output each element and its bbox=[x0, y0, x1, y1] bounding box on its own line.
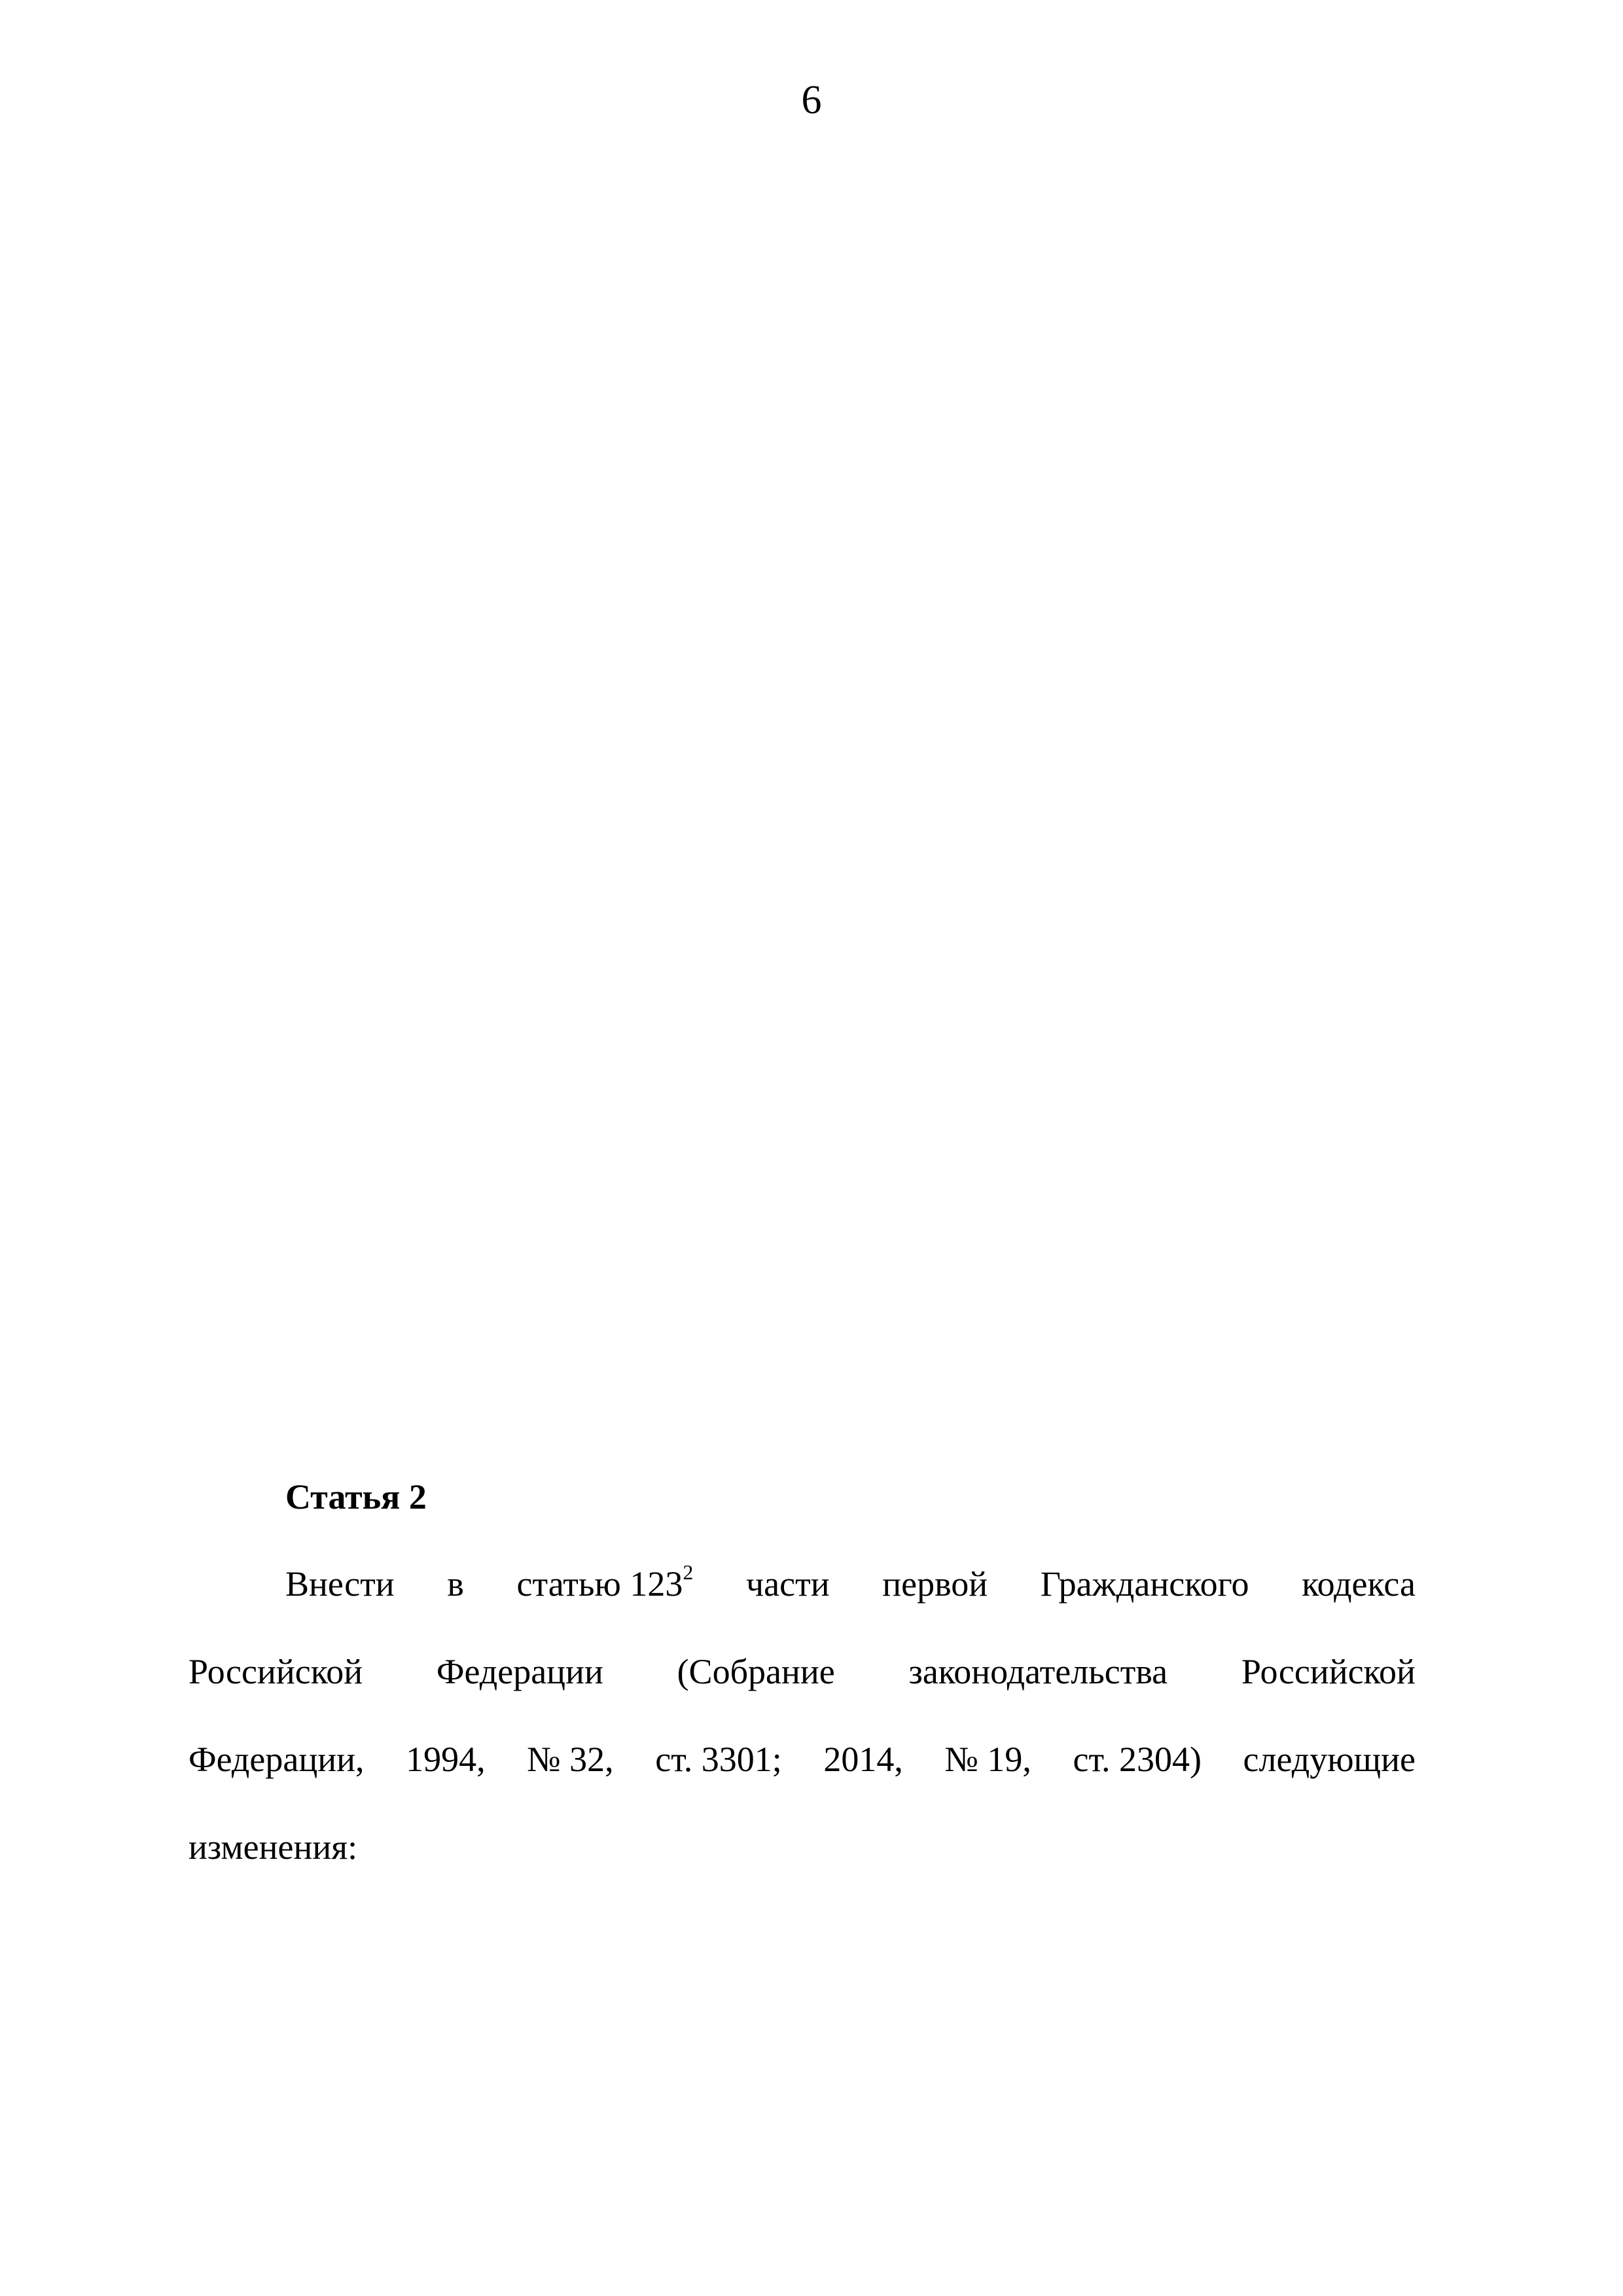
word: Внести bbox=[285, 1564, 395, 1604]
word: 1994, bbox=[406, 1740, 486, 1779]
paragraph-line bbox=[285, 1561, 1416, 1607]
paragraph-line bbox=[188, 1824, 1416, 1870]
word: законодательства bbox=[908, 1652, 1168, 1691]
word: ст. 2304) bbox=[1073, 1740, 1202, 1779]
word: № 32, bbox=[527, 1740, 614, 1779]
page-number: 6 bbox=[801, 78, 822, 122]
word: в bbox=[447, 1564, 464, 1604]
word: ст. 3301; bbox=[655, 1740, 782, 1779]
word: части bbox=[746, 1564, 830, 1604]
word: (Собрание bbox=[677, 1652, 835, 1691]
word: Российской bbox=[1241, 1652, 1416, 1691]
word: Российской bbox=[188, 1652, 363, 1691]
word: 2014, bbox=[823, 1740, 903, 1779]
word: Федерации bbox=[436, 1652, 603, 1691]
article-heading: Статья 2 bbox=[285, 1477, 427, 1516]
word: следующие bbox=[1243, 1740, 1416, 1779]
word: изменения: bbox=[188, 1827, 358, 1867]
superscript: 2 bbox=[683, 1560, 694, 1584]
word: № 19, bbox=[944, 1740, 1031, 1779]
word: первой bbox=[882, 1564, 988, 1604]
article-reference: статью $123^2$ bbox=[516, 1560, 694, 1604]
word: Гражданского bbox=[1040, 1564, 1249, 1604]
paragraph-line bbox=[188, 1736, 1416, 1782]
word: Федерации, bbox=[188, 1740, 365, 1779]
paragraph-line bbox=[188, 1649, 1416, 1695]
word: кодекса bbox=[1302, 1564, 1416, 1604]
